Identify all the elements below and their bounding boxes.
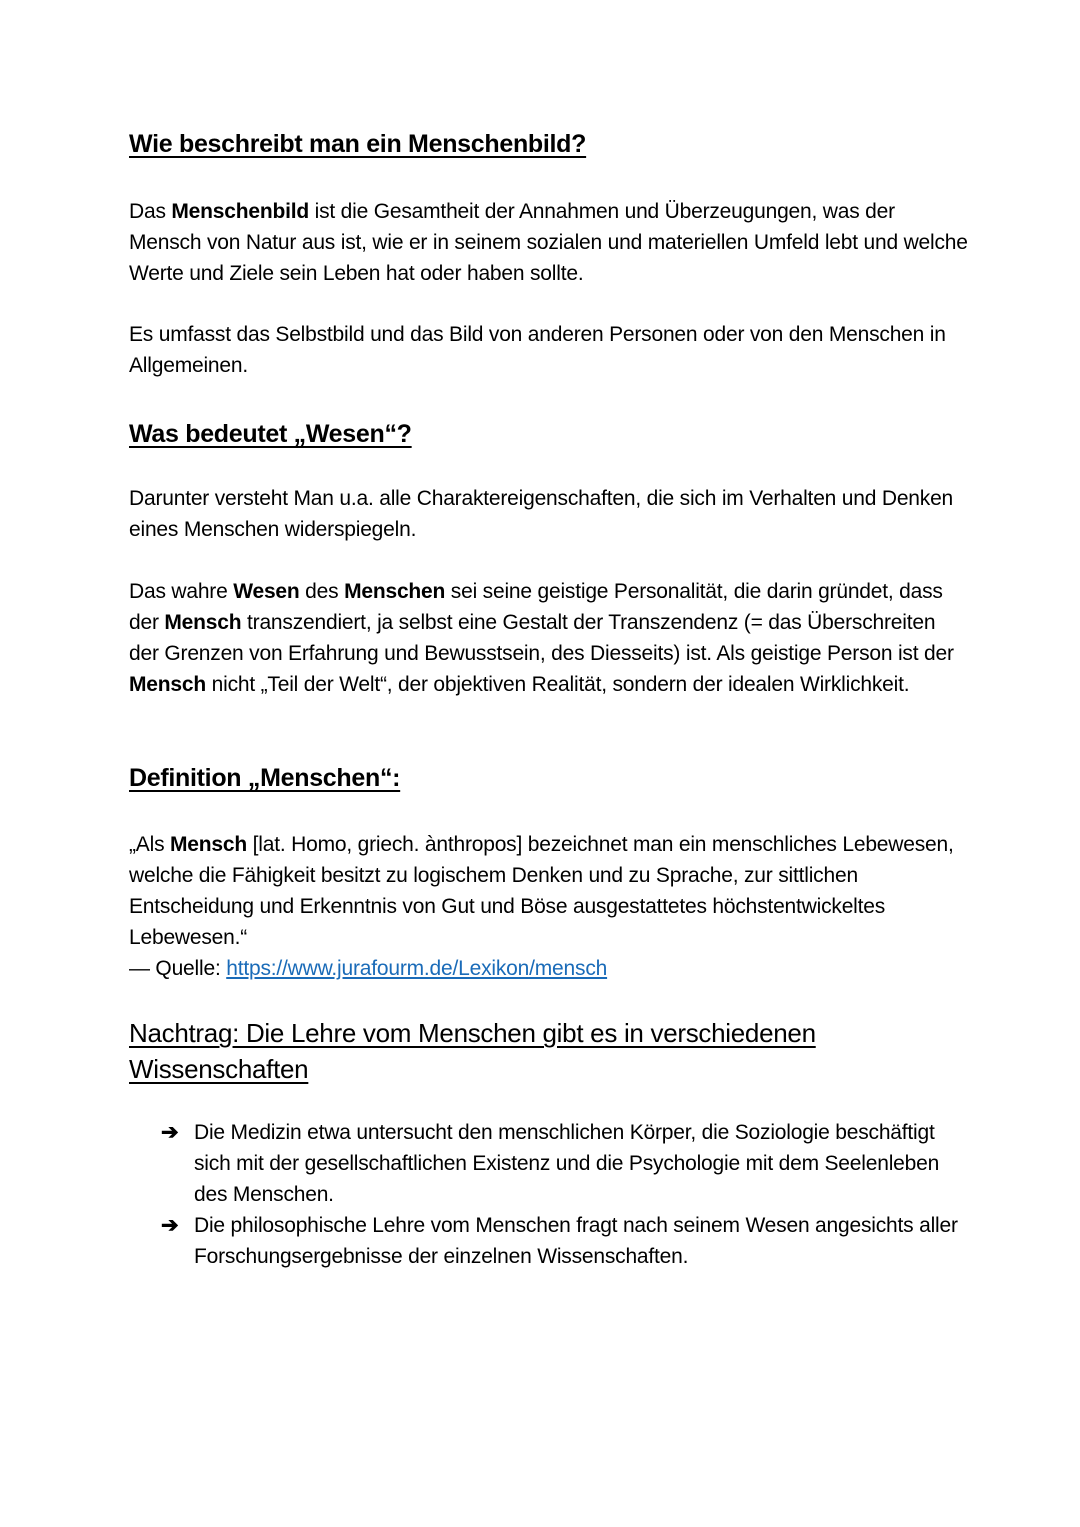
heading-definition-menschen: Definition „Menschen“: bbox=[129, 764, 401, 792]
paragraph-wesen-charakter: Darunter versteht Man u.a. alle Charaktereigenschaften, die sich im Verhalten und Denken eines Menschen widerspiegeln. bbox=[129, 487, 954, 541]
paragraph-selbstbild: Es umfasst das Selbstbild und das Bild von anderen Personen oder von den Menschen in Allgemeinen. bbox=[129, 323, 946, 377]
list-item: ➔ Die philosophische Lehre vom Menschen fragt nach seinem Wesen angesichts aller Forschungsergebnisse der einzelnen Wissenschaften. bbox=[161, 1210, 961, 1272]
paragraph-menschenbild-definition: Das Menschenbild ist die Gesamtheit der Annahmen und Überzeugungen, was der Mensch von Natur aus ist, wie er in seinem sozialen und materiellen Umfeld lebt und welche Werte und Ziele sein Leben hat oder haben sollte. bbox=[129, 200, 968, 285]
bold-term: Menschenbild bbox=[171, 200, 310, 223]
heading-wesen: Was bedeutet „Wesen“? bbox=[129, 420, 412, 448]
list-item: ➔ Die Medizin etwa untersucht den menschlichen Körper, die Soziologie beschäftigt sich mit der gesellschaftlichen Existenz und die Psychologie mit dem Seelenleben des Menschen. bbox=[161, 1117, 961, 1210]
arrow-right-icon: ➔ bbox=[161, 1214, 179, 1237]
definition-quote: „Als Mensch [lat. Homo, griech. ànthropos] bezeichnet man ein menschliches Lebewesen, welche die Fähigkeit besitzt zu logischem Denken und zu Sprache, zur sittlichen Entscheidung und Erkenntnis von Gut und Böse ausgestattetes höchstentwickeltes Lebewesen.“ — Quelle: https://www.jurafourm.de/Lexikon/mensch bbox=[129, 833, 954, 980]
paragraph-wesen-personalitaet: Das wahre Wesen des Menschen sei seine geistige Personalität, die darin gründet, dass der Mensch transzendiert, ja selbst eine Gestalt der Transzendenz (= das Überschreiten der Grenzen von Erfahrung und Bewusstsein, des Diesseits) ist. Als geistige Person ist der Mensch nicht „Teil der Welt“, der objektiven Realität, sondern der idealen Wirklichkeit. bbox=[129, 580, 954, 696]
arrow-right-icon: ➔ bbox=[161, 1121, 179, 1144]
bullet-list bbox=[161, 1117, 961, 1272]
source-label: — Quelle: bbox=[129, 957, 227, 980]
source-link[interactable]: https://www.jurafourm.de/Lexikon/mensch bbox=[226, 957, 608, 980]
heading-nachtrag: Nachtrag: Die Lehre vom Menschen gibt es in verschiedenen Wissenschaften bbox=[129, 1018, 816, 1084]
heading-menschenbild: Wie beschreibt man ein Menschenbild? bbox=[129, 130, 587, 158]
